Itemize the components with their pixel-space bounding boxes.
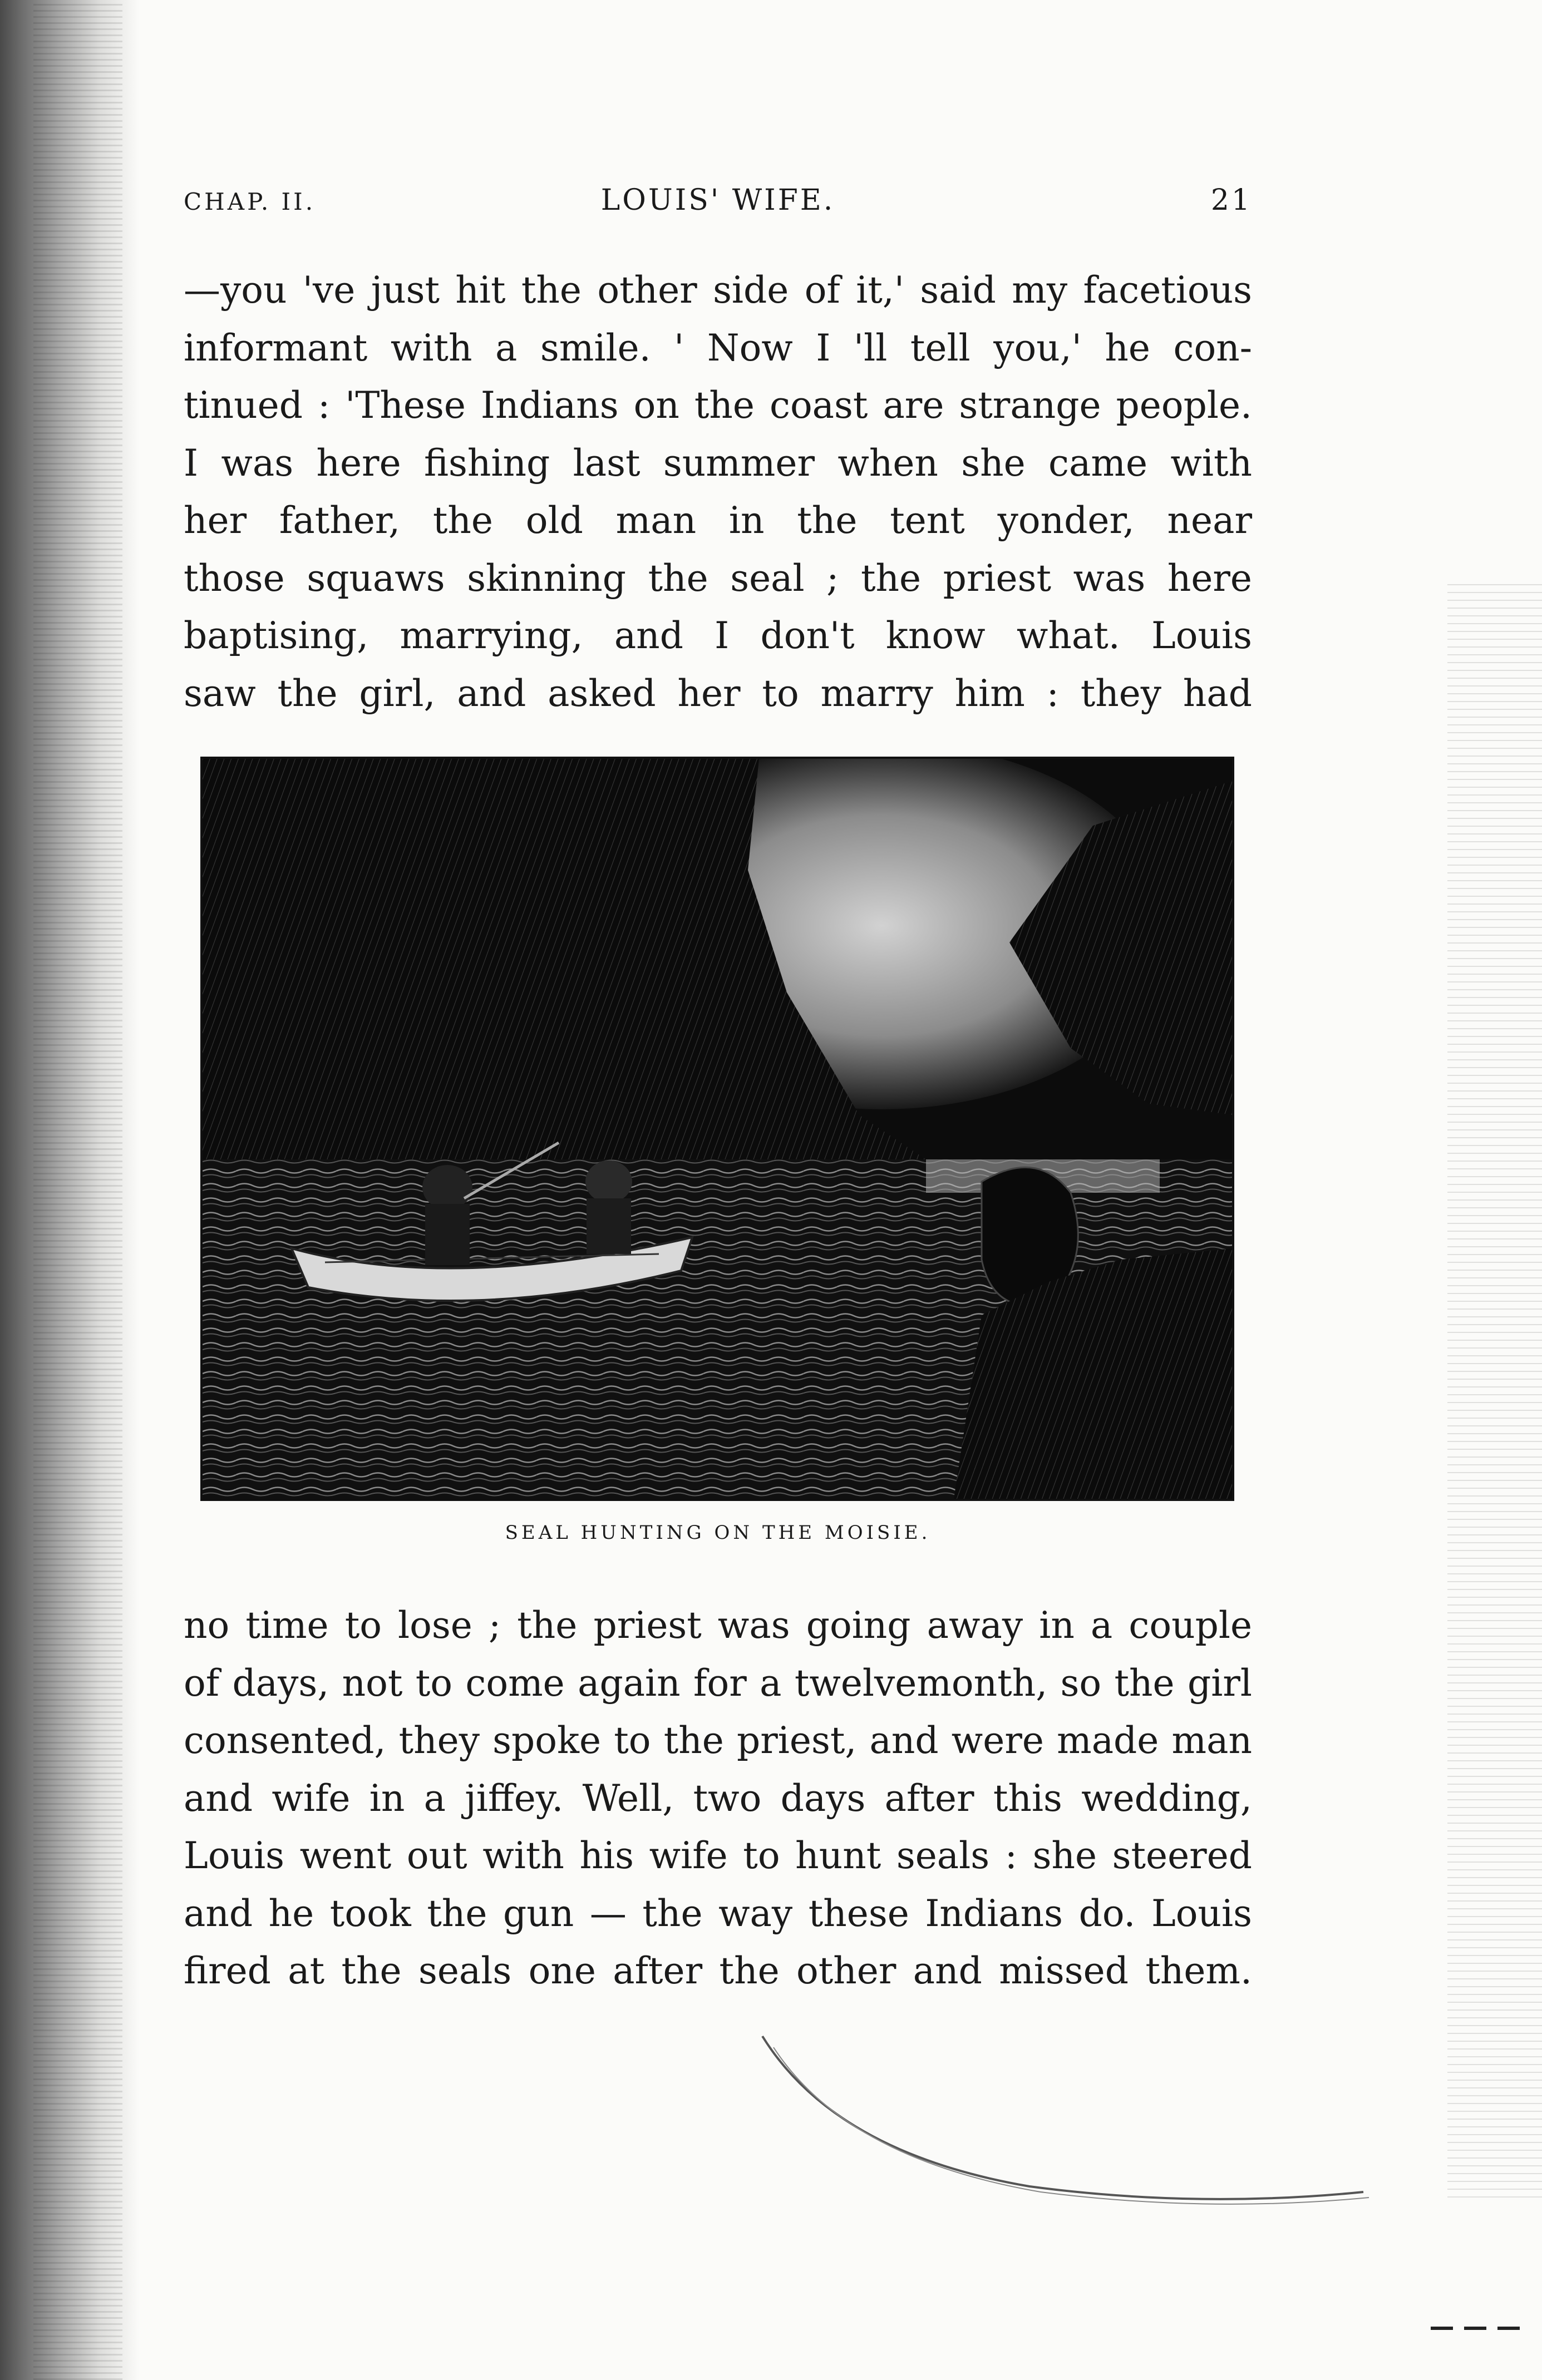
- text-line: those squaws skinning the seal ; the priest was here: [184, 556, 1252, 600]
- binding-texture: [33, 0, 122, 2380]
- figure-caption: SEAL HUNTING ON THE MOISIE.: [505, 1522, 931, 1544]
- text-line: baptising, marrying, and I don't know what. Louis: [184, 614, 1252, 657]
- text-line: and he took the gun — the way these Indians do. Louis: [184, 1892, 1252, 1935]
- text-line: —you 've just hit the other side of it,' said my facetious: [184, 269, 1252, 312]
- edge-dashes: [1431, 2327, 1520, 2330]
- running-title: LOUIS' WIFE.: [600, 184, 835, 217]
- chapter-label: CHAP. II.: [184, 188, 316, 215]
- hunter-body: [425, 1204, 470, 1265]
- paragraph-top: [184, 261, 1252, 722]
- text-line: and wife in a jiffey. Well, two days after this wedding,: [184, 1776, 1252, 1820]
- text-line: her father, the old man in the tent yonder, near: [184, 499, 1252, 542]
- steerer-figure: [585, 1161, 632, 1203]
- text-line: consented, they spoke to the priest, and were made man: [184, 1719, 1252, 1762]
- pencil-mark: [751, 2025, 1475, 2220]
- steerer-body: [587, 1198, 631, 1254]
- text-line: no time to lose ; the priest was going away in a couple: [184, 1604, 1252, 1647]
- illustration-seal-hunting: [200, 757, 1234, 1501]
- text-line: tinued : 'These Indians on the coast are strange people.: [184, 384, 1252, 427]
- running-header: [184, 184, 1252, 228]
- page-number: 21: [1210, 184, 1252, 217]
- hunter-figure: [422, 1165, 472, 1209]
- text-line: saw the girl, and asked her to marry him : they had: [184, 671, 1252, 715]
- paragraph-bottom: [184, 1597, 1252, 2000]
- text-line: informant with a smile. ' Now I 'll tell you,' he con-: [184, 326, 1252, 369]
- text-line: Louis went out with his wife to hunt seals : she steered: [184, 1834, 1252, 1877]
- edge-texture: [1447, 584, 1542, 2198]
- text-line: fired at the seals one after the other and missed them.: [184, 1949, 1252, 1992]
- text-line: of days, not to come again for a twelvemonth, so the girl: [184, 1661, 1252, 1705]
- engraving: [203, 759, 1232, 1499]
- text-line: I was here fishing last summer when she came with: [184, 441, 1252, 485]
